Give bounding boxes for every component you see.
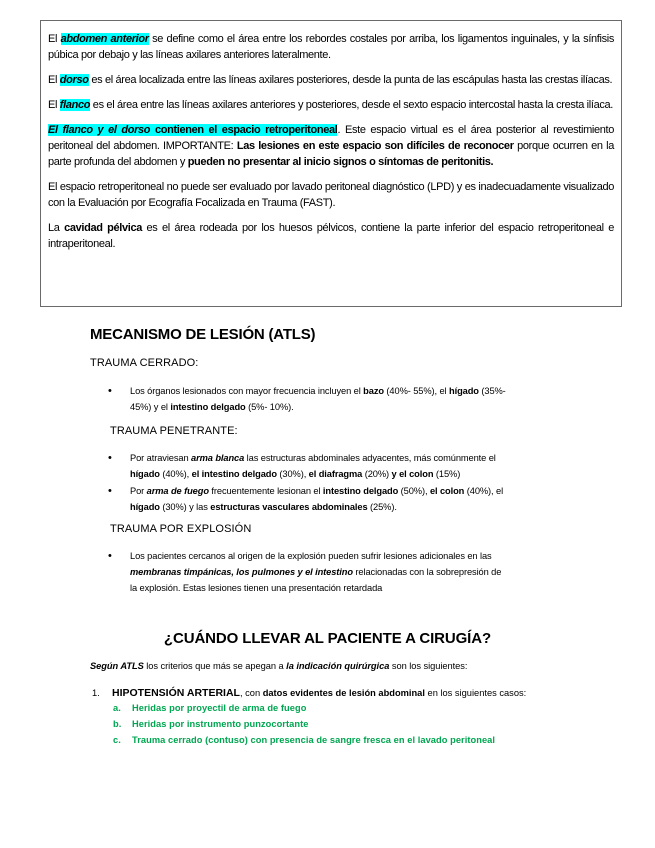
paragraph-cavidad-pelvica: La cavidad pélvica es el área rodeada por los huesos pélvicos, contiene la parte inferior del espacio retroperitoneal e intraperitoneal. (48, 222, 614, 250)
bullet-dot: • (108, 550, 112, 562)
paragraph-flanco: El flanco es el área entre las líneas axilares anteriores y posteriores, desde el sexto espacio intercostal hasta la cresta ilíaca. (48, 99, 613, 111)
bullet-line: 45%) y el intestino delgado (5%- 10%). (130, 402, 294, 412)
term-cavidad-pelvica: cavidad pélvica (64, 222, 142, 234)
bullet-dot: • (108, 485, 112, 497)
bullet-line: Por atraviesan arma blanca las estructuras abdominales adyacentes, más comúnmente el (130, 453, 496, 463)
definitions-box (40, 20, 622, 307)
label-trauma-penetrante: TRAUMA PENETRANTE: (110, 425, 238, 437)
bullet-line: la explosión. Estas lesiones tienen una presentación retardada (130, 583, 383, 593)
bullet-explosion (108, 548, 501, 596)
criterion-hipotension: 1. HIPOTENSIÓN ARTERIAL, con datos evidentes de lesión abdominal en los siguientes casos: (92, 687, 527, 699)
bullet-line: hígado (30%) y las estructuras vasculares abdominales (25%). (130, 502, 397, 512)
bullet-arma-blanca (108, 450, 496, 482)
heading-mecanismo: MECANISMO DE LESIÓN (ATLS) (90, 326, 316, 343)
bullet-dot: • (108, 385, 112, 397)
label-trauma-explosion: TRAUMA POR EXPLOSIÓN (110, 523, 252, 535)
bullet-dot: • (108, 452, 112, 464)
bullet-line: Los órganos lesionados con mayor frecuencia incluyen el bazo (40%- 55%), el hígado (35%- (130, 386, 506, 396)
bullet-line: Los pacientes cercanos al origen de la explosión pueden sufrir lesiones adicionales en las (130, 551, 492, 561)
bullet-line: hígado (40%), el intestino delgado (30%), el diafragma (20%) y el colon (15%) (130, 469, 461, 479)
heading-cirugia: ¿CUÁNDO LLEVAR AL PACIENTE A CIRUGÍA? (163, 630, 492, 647)
bullet-cerrado (108, 383, 506, 415)
subitem-c: c. Trauma cerrado (contuso) con presencia de sangre fresca en el lavado peritoneal (113, 735, 496, 745)
bullet-line: Por arma de fuego frecuentemente lesionan el intestino delgado (50%), el colon (40%), el (130, 486, 504, 496)
intro-criterios: Según ATLS los criterios que más se apegan a la indicación quirúrgica son los siguientes: (90, 661, 468, 671)
subitem-a: a. Heridas por proyectil de arma de fuego (113, 703, 307, 713)
list-number: 1. (92, 688, 100, 698)
paragraph-abdomen-anterior: El abdomen anterior se define como el área entre los rebordes costales por arriba, los ligamentos inguinales, y la sínfisis púbica por debajo y las líneas axilares anteriores lateralmente. (48, 33, 614, 61)
term-abdomen-anterior: abdomen anterior (60, 33, 149, 45)
paragraph-retroperitoneal: El flanco y el dorso contienen el espacio retroperitoneal. Este espacio virtual es el área posterior al revestimiento peritoneal del abdomen. IMPORTANTE: Las lesiones en este espacio son difíciles de reconocer porque ocurren en la parte profunda del abdomen y pueden no presentar al inicio signos o síntomas de peritonitis. (48, 124, 614, 168)
highlight-retroperitoneal: El flanco y el dorso contienen el espacio retroperitoneal (48, 124, 338, 136)
label-trauma-cerrado: TRAUMA CERRADO: (90, 357, 199, 369)
paragraph-lpd-fast: El espacio retroperitoneal no puede ser evaluado por lavado peritoneal diagnóstico (LPD) y es inadecuadamente visualizado con la Evaluación por Ecografía Focalizada en Trauma (FAST). (48, 181, 614, 209)
term-dorso: dorso (59, 74, 89, 86)
bullet-arma-fuego (108, 483, 503, 515)
subitem-b: b. Heridas por instrumento punzocortante (113, 719, 309, 729)
term-flanco: flanco (59, 99, 91, 111)
paragraph-dorso: El dorso es el área localizada entre las líneas axilares posteriores, desde la punta de las escápulas hasta las crestas ilíacas. (48, 74, 613, 86)
bullet-line: membranas timpánicas, los pulmones y el intestino relacionadas con la sobrepresión de (130, 567, 502, 577)
